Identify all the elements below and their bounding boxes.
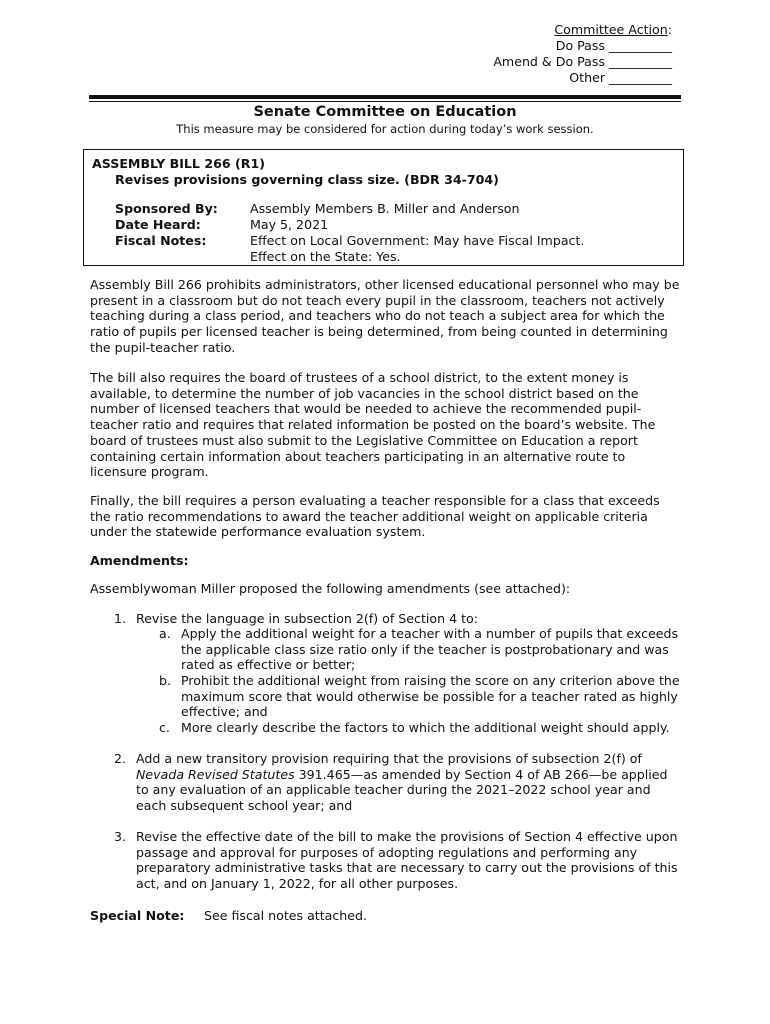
sponsored-by-label: Sponsored By: (115, 201, 218, 216)
amendment-1a-text: Apply the additional weight for a teacher with a number of pupils that exceeds the applicable class size ratio only if the teacher is postprobationary and was rated as effective or better; (181, 626, 679, 673)
summary-paragraph-2: The bill also requires the board of trustees of a school district, to the extent money is available, to determine the number of job vacancies in the school district based on the number of licensed teachers that would be needed to achieve the recommended pupil-teacher ratio and requires that related information be posted on the board’s website. The board of trustees must also submit to the Legislative Committee on Education a report containing certain information about teachers participating in an alternative route to licensure program. (90, 370, 656, 480)
amendment-2-text (136, 751, 684, 814)
bill-info-box (83, 149, 684, 266)
special-note-label: Special Note: (90, 908, 185, 923)
amendment-2-post: 391.465—as amended by Section 4 of AB 266—be applied to any evaluation of an applicable teacher during the 2021–2022 school year and each subsequent school year; and (136, 766, 668, 814)
amendment-1b-letter: b. (159, 673, 171, 688)
committee-title: Senate Committee on Education (253, 104, 517, 120)
special-note-text: See fiscal notes attached. (204, 908, 368, 923)
fiscal-local-value: Effect on Local Government: May have Fiscal Impact. (250, 233, 585, 248)
amend-do-pass-line: Amend & Do Pass __________ (493, 54, 672, 69)
amendments-heading: Amendments: (90, 553, 189, 568)
amendments-intro: Assemblywoman Miller proposed the following amendments (see attached): (90, 581, 571, 596)
date-heard-value: May 5, 2021 (250, 217, 329, 232)
header-divider-thick (89, 95, 681, 99)
bill-title: ASSEMBLY BILL 266 (R1) (92, 156, 265, 171)
amendment-1-number: 1. (114, 611, 127, 626)
amendment-3-number: 3. (114, 829, 127, 844)
committee-action-title: Committee Action (554, 22, 668, 37)
other-line: Other __________ (569, 70, 672, 85)
fiscal-notes-label: Fiscal Notes: (115, 233, 207, 248)
amendment-2-number: 2. (114, 751, 127, 766)
header-divider-thin (89, 101, 681, 102)
measure-note: This measure may be considered for action during today’s work session. (176, 122, 594, 136)
amendment-3-text: Revise the effective date of the bill to make the provisions of Section 4 effective upon passage and approval for purposes of adopting regulations and performing any preparatory administrative tasks that are necessary to carry out the provisions of this act, and on January 1, 2022, for all other purposes. (136, 829, 678, 892)
fiscal-state-value: Effect on the State: Yes. (250, 249, 401, 264)
date-heard-label: Date Heard: (115, 217, 201, 232)
committee-action-block (493, 22, 672, 86)
amendment-1b-text: Prohibit the additional weight from raising the score on any criterion above the maximum score that would otherwise be possible for a teacher rated as highly effective; and (181, 673, 680, 720)
amendment-1-text: Revise the language in subsection 2(f) of Section 4 to: (136, 611, 478, 626)
do-pass-line: Do Pass __________ (555, 38, 672, 53)
amendment-2-pre: Add a new transitory provision requiring that the provisions of subsection 2(f) of (136, 751, 642, 766)
summary-paragraph-1: Assembly Bill 266 prohibits administrators, other licensed educational personnel who may be present in a classroom but do not teach every pupil in the classroom, teachers not actively teaching during a class period, and teachers who do not teach a subject area for which the ratio of pupils per licensed teacher is being determined, from being counted in determining the pupil-teacher ratio. (90, 277, 680, 355)
summary-paragraph-3: Finally, the bill requires a person evaluating a teacher responsible for a class that exceeds the ratio recommendations to award the teacher additional weight on applicable criteria under the statewide performance evaluation system. (90, 493, 660, 540)
bill-description: Revises provisions governing class size. (BDR 34-704) (115, 172, 499, 187)
amendment-1a-letter: a. (159, 626, 171, 641)
committee-action-colon: : (667, 22, 672, 37)
amendment-1c-text: More clearly describe the factors to which the additional weight should apply. (181, 720, 670, 735)
nrs-citation: Nevada Revised Statutes (136, 766, 295, 782)
sponsored-by-value: Assembly Members B. Miller and Anderson (250, 201, 520, 216)
amendment-1c-letter: c. (159, 720, 170, 735)
